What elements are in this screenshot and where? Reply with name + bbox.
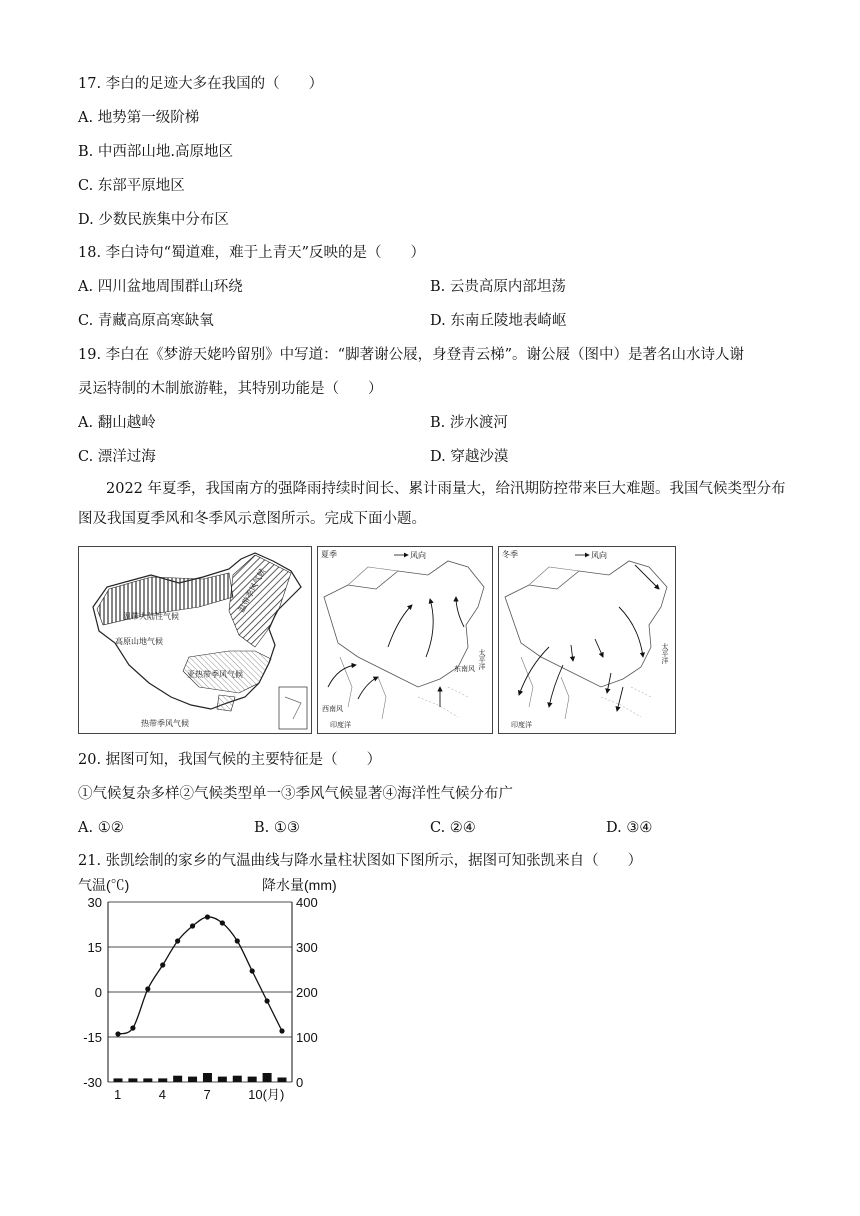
q21-stem: 21. 张凯绘制的家乡的气温曲线与降水量柱状图如下图所示，据图可知张凯来自（ ）: [78, 853, 643, 869]
precip-bar-2: [128, 1078, 137, 1082]
climate-label-subtropical: 亚热带季风气候: [187, 670, 243, 679]
climate-label-plateau: 高原山地气候: [115, 637, 163, 646]
precip-bar-4: [158, 1078, 167, 1082]
precip-tick-1: 300: [296, 940, 318, 955]
temp-tick-2: 0: [94, 985, 102, 1000]
q20-statements: ①气候复杂多样②气候类型单一③季风气候显著④海洋性气候分布广: [78, 786, 513, 802]
temp-point-6: [190, 923, 195, 928]
precip-bar-6: [188, 1077, 197, 1082]
q20-option-d: D. ③④: [606, 820, 653, 836]
temp-point-7: [205, 914, 210, 919]
temp-point-1: [115, 1031, 120, 1036]
precip-bar-1: [114, 1078, 123, 1082]
temperature-curve: [118, 917, 282, 1034]
summer-label-southwest-wind: 西南风: [322, 705, 343, 713]
temp-tick-0: 30: [87, 895, 102, 910]
right-axis-label: 降水量(mm): [262, 877, 337, 893]
temp-point-3: [145, 986, 150, 991]
x-tick-2: 7: [203, 1087, 211, 1102]
q18-option-c: C. 青藏高原高寒缺氧: [78, 313, 214, 329]
q19-option-c: C. 漂洋过海: [78, 449, 156, 465]
temp-point-2: [130, 1025, 135, 1030]
q19-option-a: A. 翻山越岭: [78, 415, 156, 431]
x-tick-3: 10(月): [248, 1087, 285, 1102]
precip-tick-2: 200: [296, 985, 318, 1000]
q19-stem-line1: 19. 李白在《梦游天姥吟留别》中写道：“脚著谢公屐，身登青云梯”。谢公屐（图中）是著名山水诗人谢: [78, 347, 744, 363]
chart-labels: [78, 877, 337, 1102]
q17-option-d: D. 少数民族集中分布区: [78, 212, 229, 228]
q19-option-d: D. 穿越沙漠: [430, 449, 509, 465]
passage-text: 2022 年夏季，我国南方的强降雨持续时间长、累计雨量大，给汛期防控带来巨大难题。我国气候类型分布图及我国夏季风和冬季风示意图所示。完成下面小题。: [78, 481, 786, 527]
precip-tick-3: 100: [296, 1030, 318, 1045]
summer-label-southeast-wind: 东南风: [454, 665, 475, 673]
q18-stem: 18. 李白诗句“蜀道难，难于上青天”反映的是（ ）: [78, 245, 425, 261]
summer-season-label: 夏季: [321, 550, 337, 559]
q20-option-c: C. ②④: [430, 820, 476, 836]
q19-stem-line2: 灵运特制的木制旅游鞋，其特别功能是（ ）: [78, 381, 383, 397]
winter-wind-legend: 风向: [591, 551, 607, 560]
temperature-points: [115, 914, 284, 1036]
q17-option-a: A. 地势第一级阶梯: [78, 110, 200, 126]
precip-bar-3: [143, 1078, 152, 1082]
precip-bar-10: [248, 1077, 257, 1082]
q18-option-a: A. 四川盆地周围群山环绕: [78, 279, 243, 295]
precip-bar-8: [218, 1077, 227, 1082]
winter-label-indian-ocean: 印度洋: [511, 721, 532, 729]
climate-label-tropical: 热带季风气候: [141, 719, 189, 728]
climate-chart: [76, 872, 366, 1102]
q18-option-d: D. 东南丘陵地表崎岖: [430, 313, 567, 329]
precip-bar-11: [263, 1073, 272, 1082]
climate-type-map: [78, 546, 312, 734]
temp-point-8: [220, 920, 225, 925]
summer-label-pacific: 太平洋: [478, 649, 486, 670]
precipitation-bars: [114, 1073, 287, 1082]
temp-point-5: [175, 938, 180, 943]
chart-grid: [108, 902, 292, 1082]
temp-tick-4: -30: [83, 1075, 102, 1090]
temp-tick-1: 15: [87, 940, 102, 955]
x-tick-0: 1: [114, 1087, 122, 1102]
q18-option-b: B. 云贵高原内部坦荡: [430, 279, 566, 295]
precip-bar-7: [203, 1073, 212, 1082]
temp-point-11: [264, 998, 269, 1003]
summer-wind-legend: 风向: [410, 551, 426, 560]
q17-option-c: C. 东部平原地区: [78, 178, 185, 194]
q20-option-b: B. ①③: [254, 820, 300, 836]
q20-stem: 20. 据图可知，我国气候的主要特征是（ ）: [78, 752, 382, 768]
temp-point-12: [279, 1028, 284, 1033]
temp-point-9: [235, 938, 240, 943]
precip-bar-5: [173, 1076, 182, 1082]
temp-point-10: [250, 968, 255, 973]
q20-option-a: A. ①②: [78, 820, 124, 836]
precip-tick-0: 400: [296, 895, 318, 910]
left-axis-label: 气温(℃): [78, 877, 130, 893]
x-tick-1: 4: [158, 1087, 166, 1102]
summer-label-indian-ocean: 印度洋: [330, 721, 351, 729]
winter-season-label: 冬季: [502, 550, 518, 559]
climate-label-temperate-continental: 温带大陆性气候: [123, 612, 179, 621]
summer-monsoon-map: [317, 546, 493, 734]
climate-label-temperate-monsoon: 温带季风气候: [236, 567, 268, 614]
temp-point-4: [160, 962, 165, 967]
winter-label-pacific: 太平洋: [661, 643, 669, 664]
q19-option-b: B. 涉水渡河: [430, 415, 508, 431]
q17-option-b: B. 中西部山地.高原地区: [78, 144, 233, 160]
q17-stem: 17. 李白的足迹大多在我国的（ ）: [78, 76, 324, 92]
temp-tick-3: -15: [83, 1030, 102, 1045]
precip-tick-4: 0: [296, 1075, 304, 1090]
precip-bar-9: [233, 1076, 242, 1082]
precip-bar-12: [278, 1078, 287, 1083]
winter-monsoon-map: [498, 546, 676, 734]
